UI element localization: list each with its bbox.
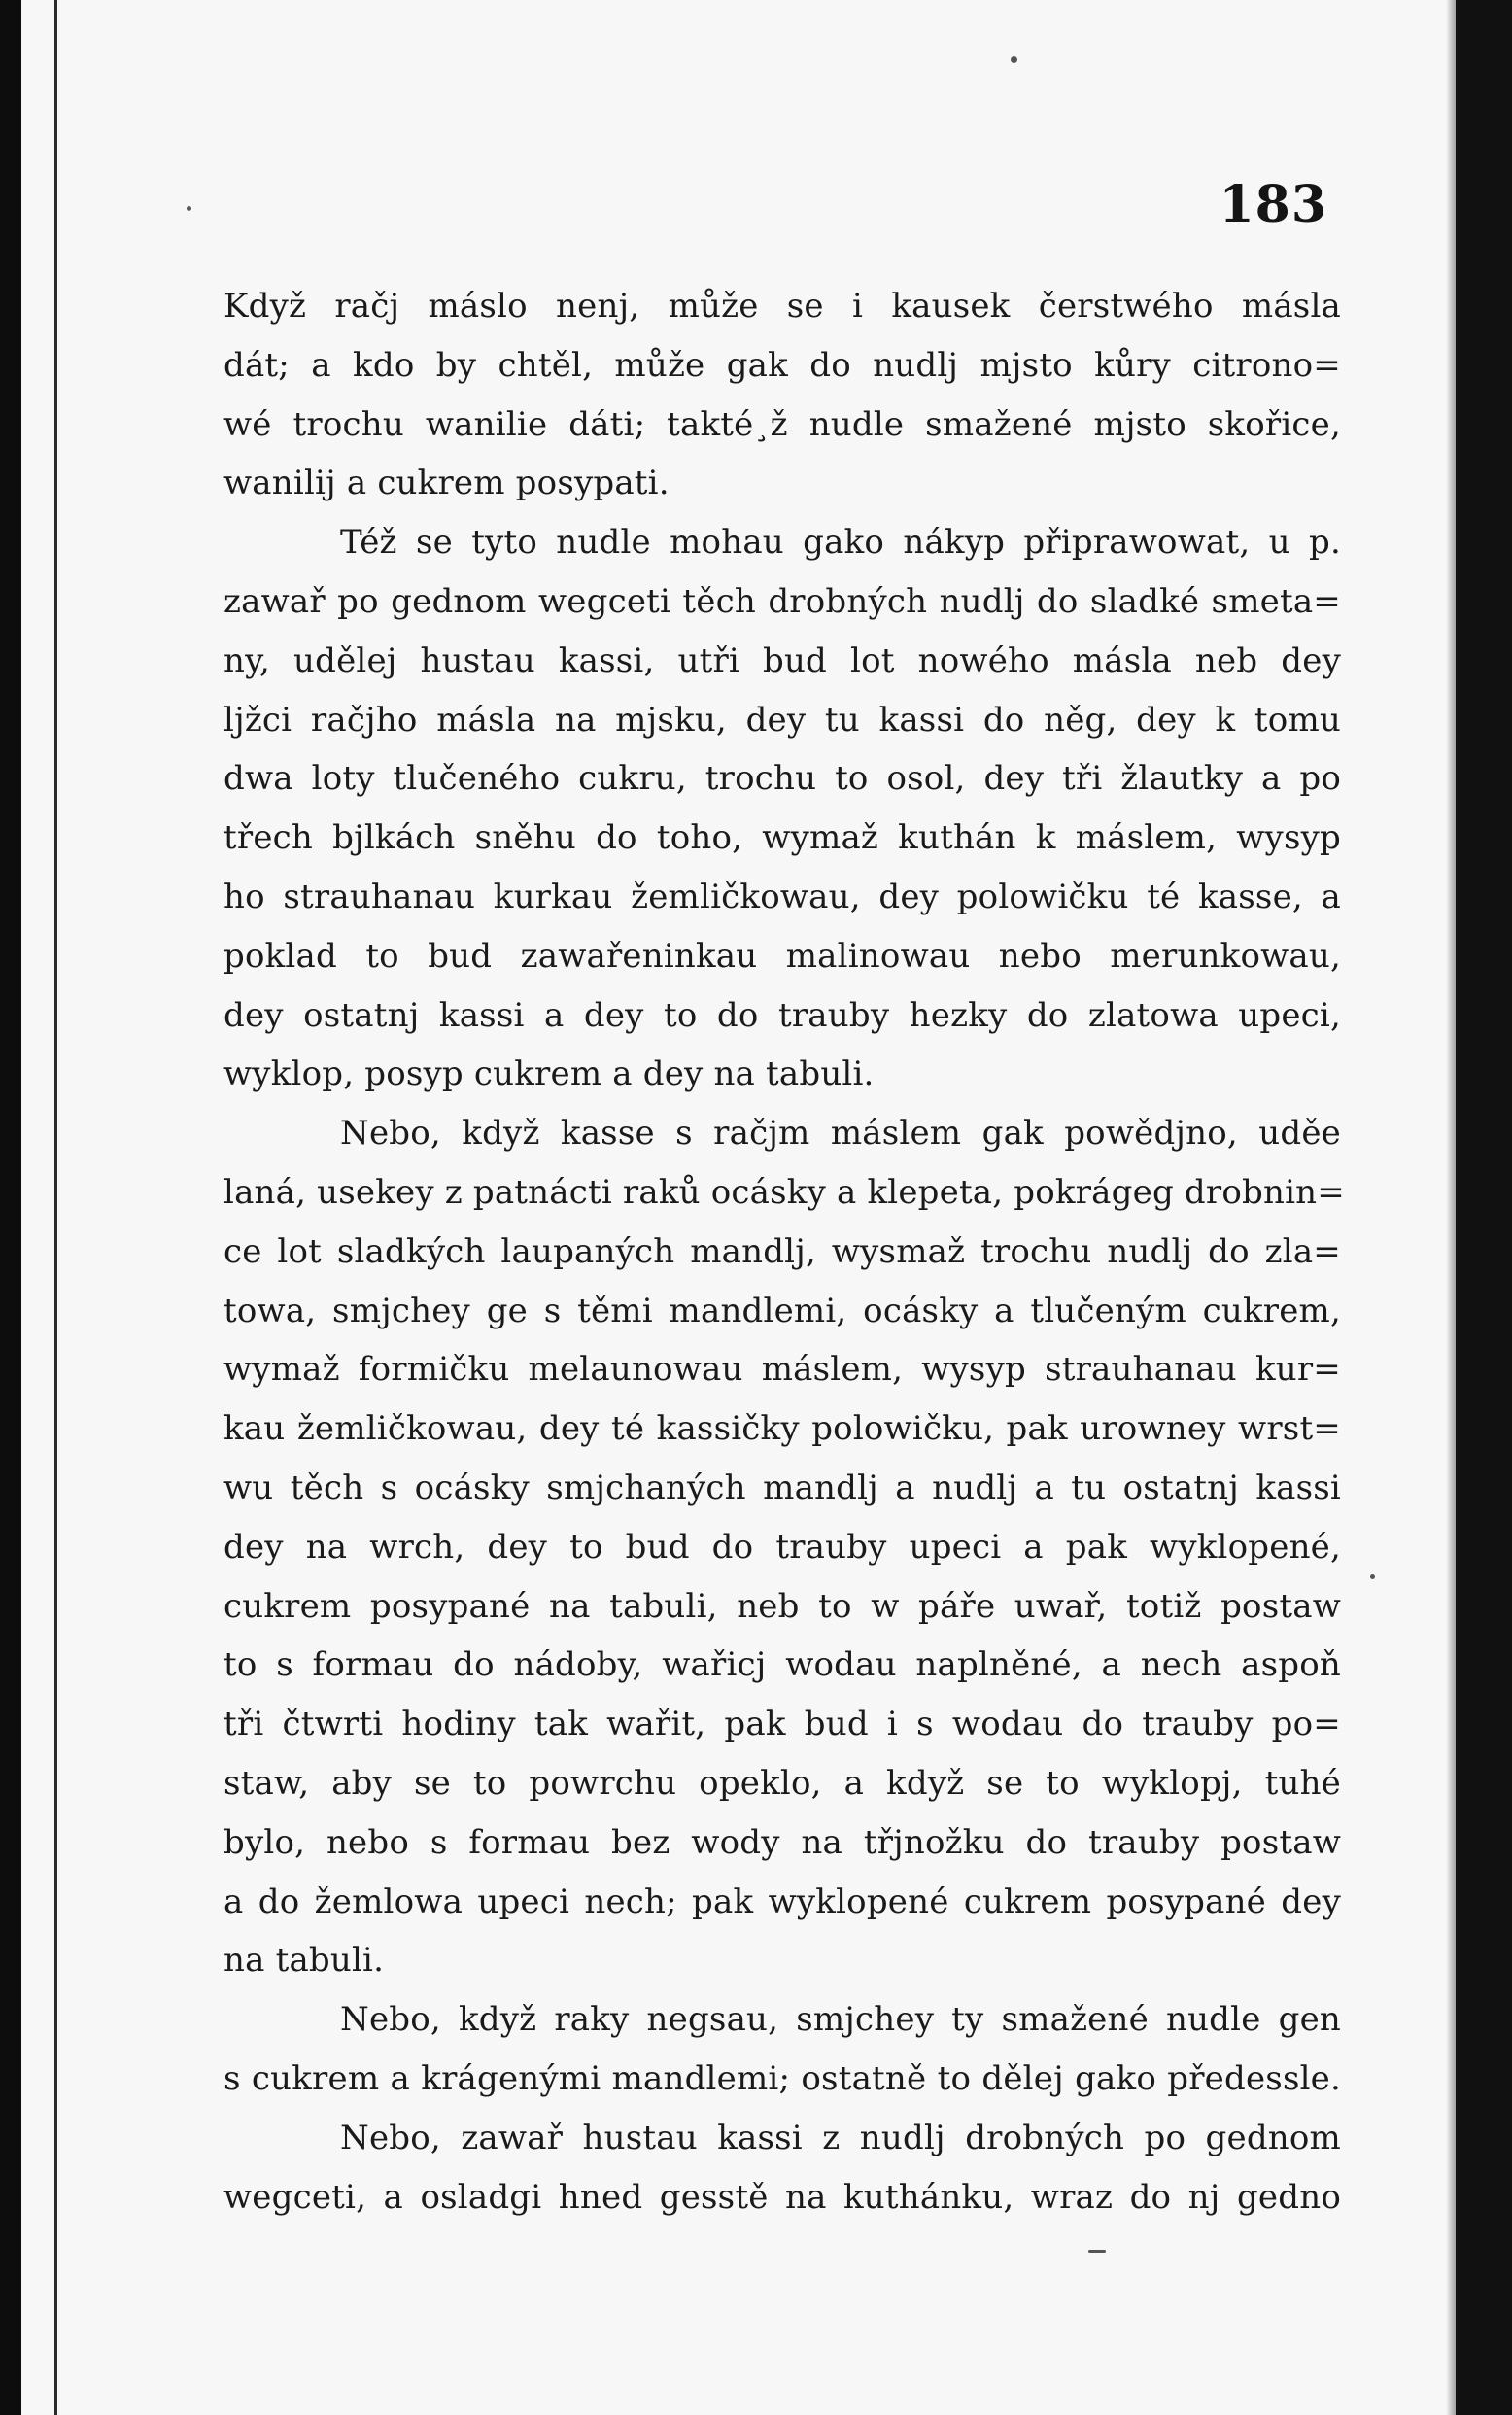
page-text [223,277,1345,2226]
text-line: ljžci račjho másla na mjsku, dey tu kassi do něg, dey k tomu [223,700,1341,740]
text-line: wegceti, a osladgi hned gesstě na kuthánku, wraz do nj gedno [223,2177,1341,2217]
text-line: wé trochu wanilie dáti; takté¸ž nudle smažené mjsto skořice, [223,404,1341,444]
text-line: na tabuli. [223,1941,385,1981]
scan-binding-line [54,0,57,2415]
text-line: ce lot sladkých laupaných mandlj, wysmaž trochu nudlj do zla= [223,1231,1341,1271]
text-line: staw, aby se to powrchu opeklo, a když se to wyklopj, tuhé [223,1763,1341,1803]
text-line: ny, udělej hustau kassi, utři bud lot nowého másla neb dey [223,640,1341,680]
scan-speck [1011,56,1017,63]
text-line: Nebo, zawař hustau kassi z nudlj drobných po gednom [340,2118,1341,2157]
text-line: poklad to bud zawařeninkau malinowau nebo merunkowau, [223,936,1341,976]
text-line: bylo, nebo s formau bez wody na třjnožku do trauby postaw [223,1822,1341,1862]
text-line: wu těch s ocásky smjchaných mandlj a nudlj a tu ostatnj kassi [223,1467,1341,1507]
text-line: dát; a kdo by chtěl, může gak do nudlj mjsto kůry citrono= [223,345,1341,385]
scan-speck [187,206,191,211]
text-line: wanilij a cukrem posypati. [223,464,670,503]
text-line: to s formau do nádoby, wařicj wodau naplněné, a nech aspoň [223,1645,1341,1685]
text-line: dey ostatnj kassi a dey to do trauby hezky do zlatowa upeci, [223,995,1341,1035]
text-line: dey na wrch, dey to bud do trauby upeci a pak wyklopené, [223,1527,1341,1567]
text-line: Nebo, když raky negsau, smjchey ty smažené nudle gen [340,2000,1341,2040]
text-line: cukrem posypané na tabuli, neb to w páře uwař, totiž postaw [223,1586,1341,1626]
text-line: laná, usekey z patnácti raků ocásky a klepeta, pokrágeg drobnin= [223,1172,1345,1212]
text-line: třech bjlkách sněhu do toho, wymaž kuthán k máslem, wysyp [223,818,1341,858]
text-line: ho strauhanau kurkau žemličkowau, dey polowičku té kasse, a [223,877,1341,916]
text-line: towa, smjchey ge s těmi mandlemi, ocásky a tlučeným cukrem, [223,1291,1341,1330]
text-line: kau žemličkowau, dey té kassičky polowičku, pak urowney wrst= [223,1409,1341,1449]
text-line: wymaž formičku melaunowau máslem, wysyp strauhanau kur= [223,1350,1341,1390]
text-line: Když račj máslo nenj, může se i kausek čerstwého másla [223,287,1341,326]
scan-speck [1088,2250,1106,2253]
text-line: tři čtwrti hodiny tak wařit, pak bud i s wodau do trauby po= [223,1705,1341,1744]
scan-left-border [0,0,21,2415]
text-line: a do žemlowa upeci nech; pak wyklopené cukrem posypané dey [223,1881,1341,1921]
scan-right-border [1456,0,1512,2415]
text-line: dwa loty tlučeného cukru, trochu to osol, dey tři žlautky a po [223,759,1341,799]
text-line: zawař po gednom wegceti těch drobných nudlj do sladké smeta= [223,581,1341,621]
book-page [223,175,1345,2362]
text-line: wyklop, posyp cukrem a dey na tabuli. [223,1054,875,1094]
page-number: 183 [1219,175,1327,234]
text-line: Též se tyto nudle mohau gako nákyp připrawowat, u p. [340,523,1341,563]
text-line: Nebo, když kasse s račjm máslem gak powědjno, uděe [340,1114,1341,1154]
text-line: s cukrem a krágenými mandlemi; ostatně to dělej gako předessle. [223,2058,1341,2098]
scan-speck [1370,1574,1375,1579]
